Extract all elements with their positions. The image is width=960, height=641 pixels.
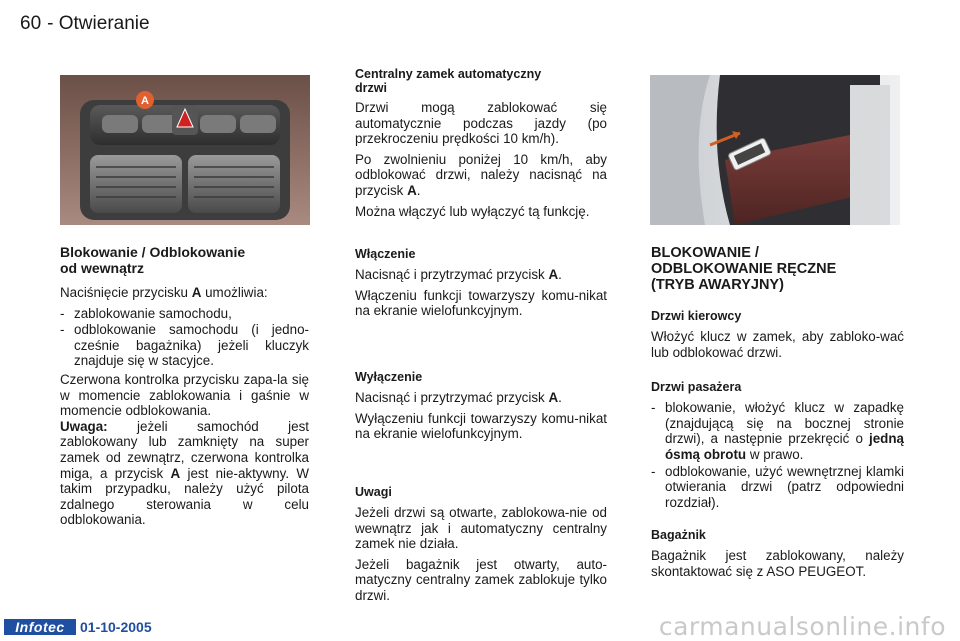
console-illustration	[60, 75, 310, 225]
driver-door-paragraph: Włożyć klucz w zamek, aby zabloko-wać lub odblokować drzwi.	[651, 329, 904, 360]
passenger-door-list	[651, 400, 904, 510]
red-light-paragraph: Czerwona kontrolka przycisku zapa-la się w momencie zablokowania i gaśnie w momencie odblokowania.	[60, 371, 309, 419]
driver-door-heading: Drzwi kierowcy	[651, 309, 742, 323]
activation-heading: Włączenie	[355, 247, 416, 261]
svg-text:A: A	[141, 95, 149, 107]
page-title: Otwieranie	[58, 13, 150, 34]
activation-paragraph-2: Włączeniu funkcji towarzyszy komu-nikat na ekranie wielofunkcyjnym.	[355, 287, 607, 319]
notes-section	[355, 485, 607, 609]
header-separator: -	[47, 13, 54, 34]
manual-lock-heading: BLOKOWANIE / ODBLOKOWANIE RĘCZNE (TRYB AWARYJNY)	[651, 245, 837, 293]
passenger-door-heading: Drzwi pasażera	[651, 380, 742, 395]
section-heading-lock-inside: Blokowanie / Odblokowanie od wewnątrz	[60, 244, 246, 276]
list-item: - zablokowanie samochodu,	[60, 306, 309, 322]
auto-lock-paragraph-1: Drzwi mogą zablokować się automatycznie podczas jazdy (po przekroczeniu prędkości 10 km/h).	[355, 100, 607, 147]
activation-paragraph-1: Nacisnąć i przytrzymać przycisk A.	[355, 267, 562, 282]
door-lock-illustration	[650, 75, 900, 225]
console-photo	[60, 75, 310, 225]
left-column	[60, 244, 309, 533]
right-column	[651, 245, 904, 585]
deactivation-paragraph-1: Nacisnąć i przytrzymać przycisk A.	[355, 390, 562, 405]
list-item: - odblokowanie, użyć wewnętrznej klamki otwierania drzwi (patrz odpowiedni rozdział).	[651, 464, 904, 511]
auto-lock-paragraph-2: Po zwolnieniu poniżej 10 km/h, aby odblokować drzwi, należy nacisnąć na przycisk A.	[355, 151, 607, 198]
list-item: - blokowanie, włożyć klucz w zapadkę (znajdującą się na bocznej stronie drzwi), a następnie przekręcić o jedną ósmą obrotu w prawo.	[651, 400, 904, 462]
warning-paragraph: Uwaga: jeżeli samochód jest zablokowany lub zamknięty na super zamek od zewnątrz, czerwona kontrolka miga, a przycisk A jest nie-aktywny. W takim przypadku, należy użyć pilota zdalnego sterowania w celu odblokowania.	[60, 418, 309, 528]
intro-paragraph: Naciśnięcie przycisku A umożliwia:	[60, 285, 268, 300]
site-watermark: carmanualsonline.info	[658, 612, 946, 641]
auto-lock-paragraph-3: Można włączyć lub wyłączyć tą funkcję.	[355, 203, 590, 219]
deactivation-section	[355, 370, 607, 447]
trunk-paragraph: Bagażnik jest zablokowany, należy skontaktować się z ASO PEUGEOT.	[651, 548, 904, 579]
print-date: 01-10-2005	[80, 619, 152, 635]
deactivation-heading: Wyłączenie	[355, 370, 423, 384]
list-item: - odblokowanie samochodu (i jedno-cześnie bagażnika) jeżeli kluczyk znajduje się w stacyjce.	[60, 322, 309, 369]
notes-heading: Uwagi	[355, 485, 392, 499]
notes-paragraph-2: Jeżeli bagażnik jest otwarty, auto-matyczny centralny zamek zablokuje tylko drzwi.	[355, 556, 607, 603]
page-number: 60	[20, 13, 42, 34]
notes-paragraph-1: Jeżeli drzwi są otwarte, zablokowa-nie od wewnątrz jak i automatyczny centralny zamek nie działa.	[355, 505, 607, 552]
lock-options-list	[60, 306, 309, 369]
door-lock-photo	[650, 75, 900, 225]
deactivation-paragraph-2: Wyłączeniu funkcji towarzyszy komu-nikat na ekranie wielofunkcyjnym.	[355, 410, 607, 442]
infotec-logo: Infotec	[4, 619, 76, 635]
activation-section	[355, 247, 607, 324]
page-header	[20, 13, 150, 35]
middle-column	[355, 67, 607, 224]
auto-lock-heading: Centralny zamek automatyczny drzwi	[355, 67, 542, 95]
trunk-heading: Bagażnik	[651, 528, 706, 543]
